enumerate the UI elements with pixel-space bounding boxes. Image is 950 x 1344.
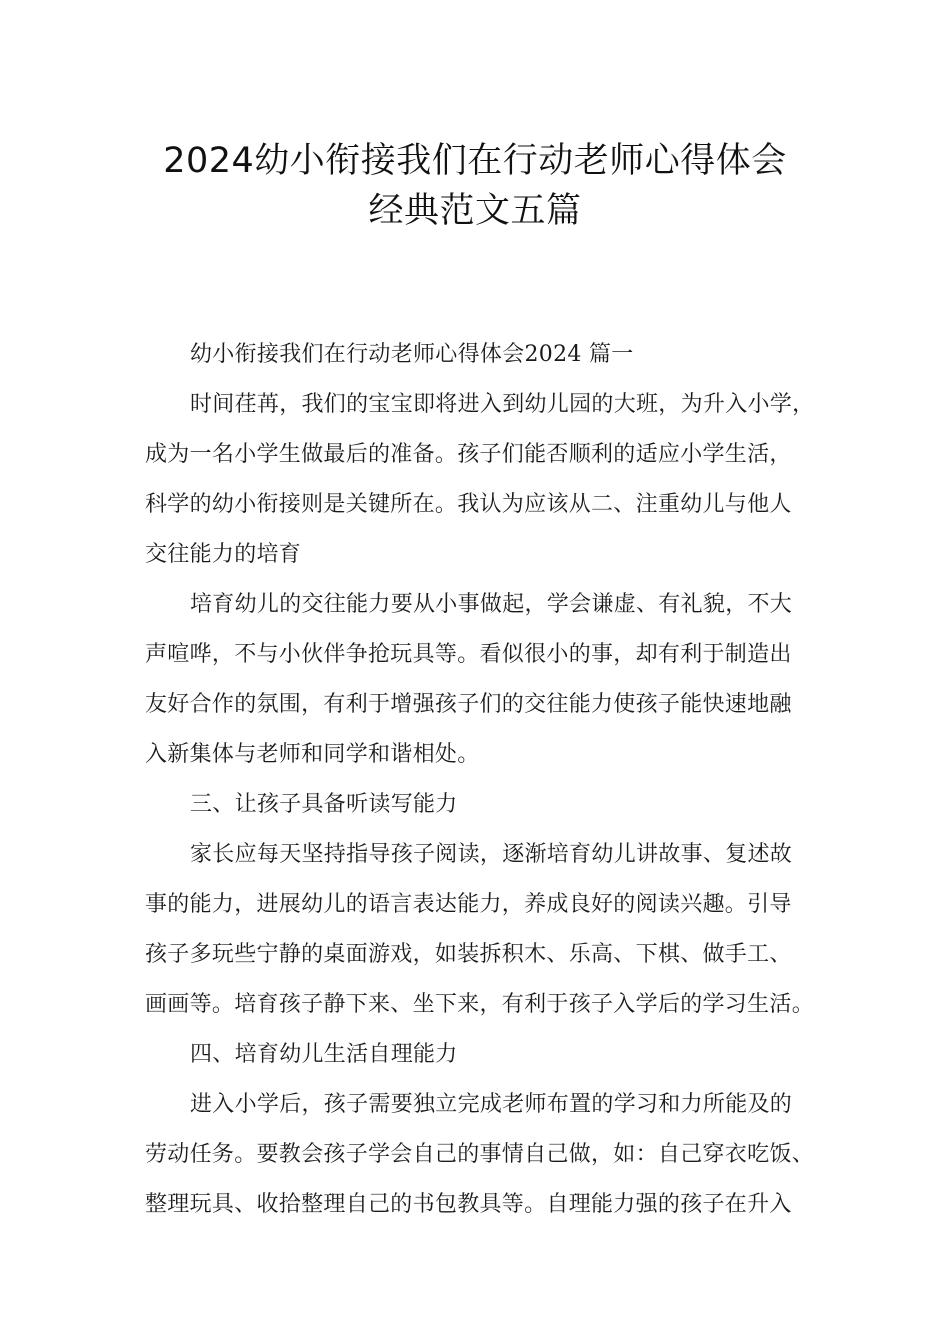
paragraph-line: 科学的幼小衔接则是关键所在。我认为应该从二、注重幼儿与他人 [145,492,792,517]
paragraph-line: 劳动任务。要教会孩子学会自己的事情自己做，如：自己穿衣吃饭、 [145,1142,815,1167]
paragraph-line: 事的能力，进展幼儿的语言表达能力，养成良好的阅读兴趣。引导 [145,892,792,917]
paragraph-line: 声喧哗，不与小伙伴争抢玩具等。看似很小的事，却有利于制造出 [145,642,792,667]
paragraph-line: 入新集体与老师和同学和谐相处。 [145,742,480,767]
paragraph-line: 进入小学后，孩子需要独立完成老师布置的学习和力所能及的 [190,1092,793,1117]
paragraph-line: 家长应每天坚持指导孩子阅读，逐渐培育幼儿讲故事、复述故 [190,842,793,867]
paragraph-line: 整理玩具、收拾整理自己的书包教具等。自理能力强的孩子在升入 [145,1192,792,1217]
section-heading: 三、让孩子具备听读写能力 [190,792,458,817]
paragraph-line: 友好合作的氛围，有利于增强孩子们的交往能力使孩子能快速地融 [145,692,792,717]
paragraph-line: 交往能力的培育 [145,542,302,567]
section-heading: 四、培育幼儿生活自理能力 [190,1042,458,1067]
paragraph-line: 孩子多玩些宁静的桌面游戏，如装拆积木、乐高、下棋、做手工、 [145,942,792,967]
section-heading: 幼小衔接我们在行动老师心得体会2024 篇一 [190,342,634,367]
paragraph-line: 成为一名小学生做最后的准备。孩子们能否顺利的适应小学生活， [145,442,792,467]
paragraph-line: 画画等。培育孩子静下来、坐下来，有利于孩子入学后的学习生活。 [145,992,815,1017]
document-title-line-1: 2024幼小衔接我们在行动老师心得体会 [163,141,787,181]
paragraph-line: 培育幼儿的交往能力要从小事做起，学会谦虚、有礼貌，不大 [190,592,793,617]
paragraph-line: 时间荏苒，我们的宝宝即将进入到幼儿园的大班，为升入小学， [190,392,815,417]
document-title-line-2: 经典范文五篇 [368,191,582,231]
